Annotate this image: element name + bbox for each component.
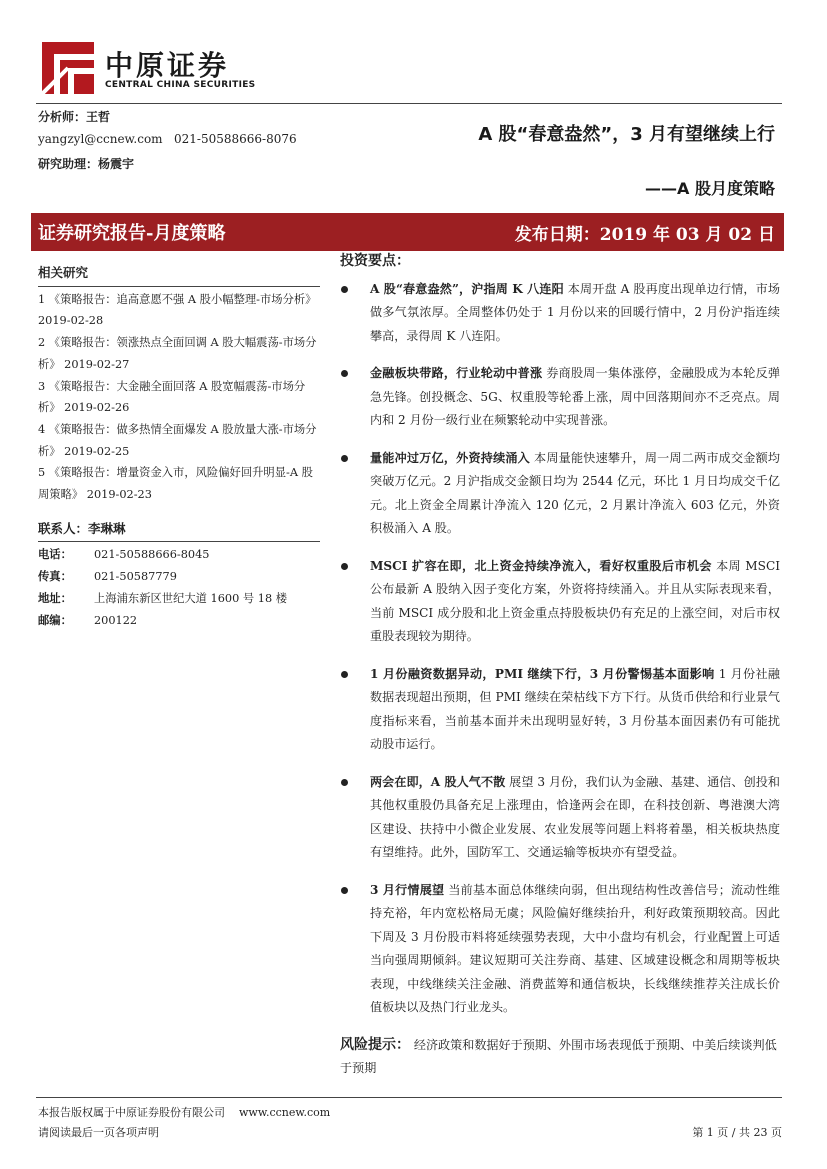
key-point-body: 1 月份社融数据表现超出预期，但 PMI 继续在荣枯线下方下行。从货币供给和行业景气度指标来看，当前基本面并未出现明显好转，3 月份基本面因素仍有可能扰动股市运行。 xyxy=(370,666,780,751)
bullet-dot-icon xyxy=(341,887,348,894)
key-point xyxy=(340,879,780,1020)
contact-value: 上海浦东新区世纪大道 1600 号 18 楼 xyxy=(94,591,288,605)
key-point-body: 券商股周一集体涨停，金融股成为本轮反弹急先锋。创投概念、5G、权重股等轮番上涨，周中回落期间亦不乏亮点。周内和 2 月份一级行业在频繁轮动中实现普涨。 xyxy=(370,366,780,427)
contact-value: 021-50587779 xyxy=(94,570,177,584)
related-item[interactable]: 3 《策略报告：大金融全面回落 A 股宽幅震荡-市场分析》 2019-02-26 xyxy=(38,379,306,415)
key-point xyxy=(340,362,780,433)
risk-body: 经济政策和数据好于预期、外围市场表现低于预期、中美后续谈判低于预期 xyxy=(340,1037,777,1075)
analyst-name: 王哲 xyxy=(86,110,111,124)
logo-english-text: CENTRAL CHINA SECURITIES xyxy=(105,80,256,90)
assistant-label: 研究助理： xyxy=(38,157,99,171)
analyst-phone: 021-50588666-8076 xyxy=(174,132,297,146)
key-points-title: 投资要点： xyxy=(340,253,410,269)
key-point-heading: A 股“春意盎然”，沪指周 K 八连阳 xyxy=(370,281,564,296)
report-title: A 股“春意盎然”，3 月有望继续上行 xyxy=(478,124,775,145)
key-point-heading: 金融板块带路，行业轮动中普涨 xyxy=(370,366,543,380)
key-point-heading: 3 月行情展望 xyxy=(370,882,445,897)
page-number: 第 1 页 / 共 23 页 xyxy=(692,1126,782,1139)
footer-disclaimer: 请阅读最后一页各项声明 xyxy=(38,1126,159,1139)
key-point-heading: 1 月份融资数据异动，PMI 继续下行，3 月份警惕基本面影响 xyxy=(370,666,715,681)
key-point-body: 当前基本面总体继续向弱，但出现结构性改善信号；流动性维持充裕，年内宽松格局无虞；风险偏好继续抬升，利好政策预期较高。因此下周及 3 月份股市料将延续强势表现，大中小盘均有机会，行业配置上可适当向强周期倾斜。建议短期可关注券商、基建、区域建设概念和周期等板块表现，中线继续关注金融、消费蓝筹和通信板块，长线继续推荐关注成长价值板块以及热门行业龙头。 xyxy=(370,882,780,1014)
assistant-name: 杨震宇 xyxy=(98,157,135,171)
publish-date: 发布日期：2019 年 03 月 02 日 xyxy=(514,225,775,245)
related-item[interactable]: 2 《策略报告：领涨热点全面回调 A 股大幅震荡-市场分析》 2019-02-27 xyxy=(38,336,317,371)
key-point xyxy=(340,555,780,649)
key-point-body: 本周开盘 A 股再度出现单边行情，市场做多气氛浓厚。全周整体仍处于 1 月份以来的回暖行情中，2 月份沪指连续攀高，录得周 K 八连阳。 xyxy=(370,281,780,343)
key-point xyxy=(340,663,780,757)
related-item[interactable]: 5 《策略报告：增量资金入市，风险偏好回升明显-A 股周策略》 2019-02-23 xyxy=(38,466,313,502)
bullet-dot-icon xyxy=(341,779,348,786)
footer-copyright xyxy=(38,1104,330,1120)
footer-divider xyxy=(36,1097,782,1098)
contact-row xyxy=(38,566,320,588)
key-point-heading: MSCI 扩容在即，北上资金持续净流入，看好权重股后市机会 xyxy=(370,558,712,573)
contact-key: 传真： xyxy=(38,569,72,584)
report-subtitle: ——A 股月度策略 xyxy=(645,179,775,198)
assistant-line xyxy=(38,155,134,172)
key-point xyxy=(340,447,780,541)
contact-value: 200122 xyxy=(94,613,138,627)
risk-warning xyxy=(340,1034,780,1081)
contact-key: 电话： xyxy=(38,547,72,562)
bullet-dot-icon xyxy=(341,370,348,377)
bullet-dot-icon xyxy=(341,563,348,570)
bullet-dot-icon xyxy=(341,671,348,678)
key-point xyxy=(340,278,780,349)
contact-block xyxy=(38,518,320,632)
header-divider xyxy=(36,103,782,104)
contact-row xyxy=(38,544,320,566)
related-item[interactable]: 1 《策略报告：追高意愿不强 A 股小幅整理-市场分析》 2019-02-28 xyxy=(38,292,317,328)
related-item[interactable]: 4 《策略报告：做多热情全面爆发 A 股放量大涨-市场分析》 2019-02-25 xyxy=(38,422,317,458)
bullet-dot-icon xyxy=(341,286,348,293)
key-point-heading: 量能冲过万亿，外资持续涌入 xyxy=(370,450,530,465)
report-type: 证券研究报告-月度策略 xyxy=(38,223,226,244)
bullet-dot-icon xyxy=(341,455,348,462)
company-logo-icon xyxy=(42,42,94,94)
analyst-label: 分析师： xyxy=(38,110,87,124)
contact-value: 021-50588666-8045 xyxy=(94,548,210,562)
related-research-divider xyxy=(38,286,320,287)
related-research-title: 相关研究 xyxy=(38,265,89,280)
analyst-email[interactable]: yangzyl@ccnew.com xyxy=(38,132,163,146)
key-point-body: 本周 MSCI 公布最新 A 股纳入因子变化方案，外资将持续涌入。并且从实际表现来看，当前 MSCI 成分股和北上资金重点持股板块仍有充足的上涨空间，对后市权重股表现较为期待。 xyxy=(370,558,780,643)
contact-key: 邮编： xyxy=(38,612,72,627)
contact-key: 地址： xyxy=(38,590,72,605)
key-point-body: 展望 3 月份，我们认为金融、基建、通信、创投和其他权重股仍具备充足上涨理由，恰逢两会在即，在科技创新、粤港澳大湾区建设、扶持中小微企业发展、农业发展等问题上料将着墨，相关板块热度有望维持。此外，国防军工、交通运输等板块亦有望受益。 xyxy=(370,774,780,859)
contact-row xyxy=(38,610,320,632)
left-sidebar xyxy=(38,262,320,631)
logo-chinese-text: 中原证券 xyxy=(105,49,230,82)
risk-title: 风险提示： xyxy=(340,1036,410,1053)
key-point-body: 本周量能快速攀升，周一周二两市成交金额均突破万亿元。2 月沪指成交金额日均为 2544 亿元，环比 1 月日均成交千亿元。北上资金全周累计净流入 120 亿元，2 月累计净流入 603 亿元，外资积极涌入 A 股。 xyxy=(370,450,780,535)
key-points-section xyxy=(340,250,780,1081)
analyst-line xyxy=(38,108,110,125)
analyst-contact-line xyxy=(38,132,297,146)
key-point xyxy=(340,771,780,865)
key-point-heading: 两会在即，A 股人气不散 xyxy=(370,774,506,789)
footer-website-link[interactable]: www.ccnew.com xyxy=(239,1106,331,1119)
contact-row xyxy=(38,588,320,610)
contact-divider xyxy=(38,541,320,542)
copyright-text: 本报告版权属于中原证券股份有限公司 xyxy=(38,1106,225,1119)
contact-title: 联系人：李琳琳 xyxy=(38,520,126,536)
